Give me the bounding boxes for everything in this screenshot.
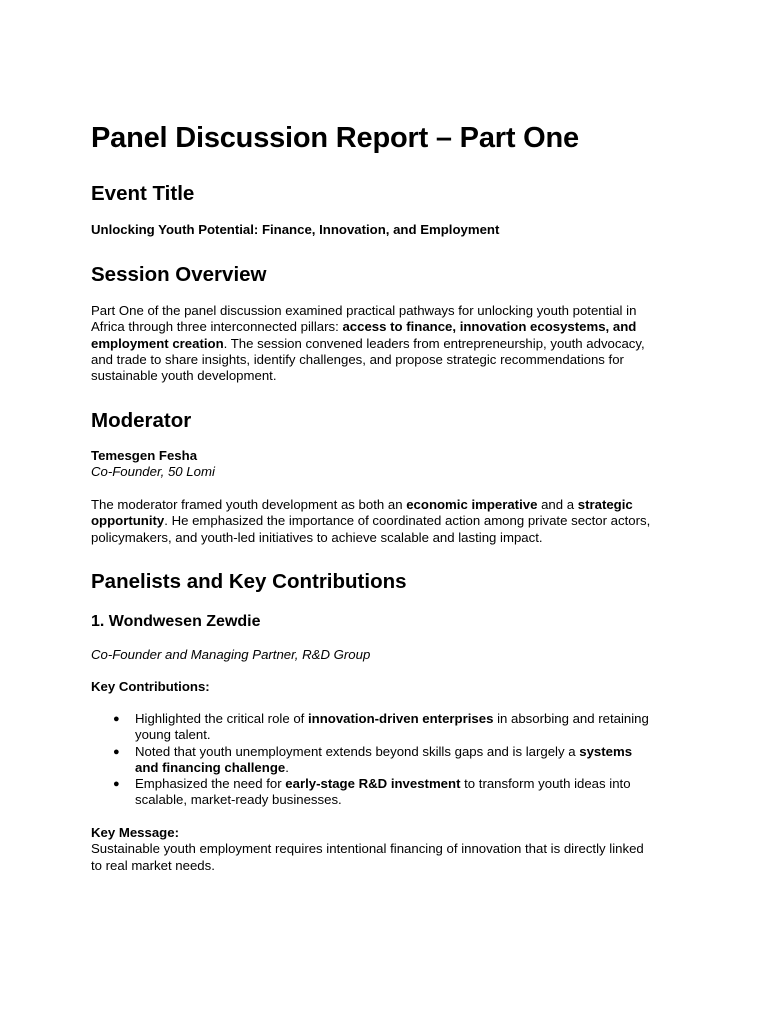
session-overview-text (91, 303, 681, 384)
overview-text: . The session convened leaders from entrepreneurship, youth advocacy, (223, 335, 645, 351)
key-message-line: Sustainable youth employment requires intentional financing of innovation that is directly linked (91, 841, 644, 857)
moderator-line (91, 497, 681, 513)
moderator-bold: opportunity (91, 513, 165, 529)
moderator-info (91, 448, 681, 481)
contributions-list (91, 711, 681, 809)
bullet-icon: ● (113, 745, 120, 758)
bullet-line (135, 776, 681, 792)
list-item (91, 776, 681, 809)
key-message (91, 825, 681, 874)
moderator-text (91, 497, 681, 546)
list-item (91, 711, 681, 744)
bullet-icon: ● (113, 778, 120, 791)
moderator-text-run: The moderator framed youth development as both an (91, 497, 407, 512)
bullet-text: Noted that youth unemployment extends beyond skills gaps and is largely a (135, 743, 580, 759)
moderator-text-run: . He emphasized the importance of coordinated action among private sector actors, (164, 513, 651, 529)
bullet-line (135, 744, 681, 760)
moderator-text-run: and a (537, 497, 578, 512)
document-title: Panel Discussion Report – Part One (91, 122, 579, 154)
bullet-text: Emphasized the need for (135, 776, 286, 792)
overview-line: Part One of the panel discussion examined practical pathways for unlocking youth potential in (91, 303, 637, 318)
moderator-heading: Moderator (91, 409, 192, 432)
event-title-heading: Event Title (91, 182, 195, 205)
bullet-bold: and financing challenge (135, 759, 286, 775)
key-message-line: to real market needs. (91, 857, 215, 873)
overview-bold: access to finance, innovation ecosystems, and (342, 319, 637, 335)
overview-bold: employment creation (91, 335, 224, 351)
key-contributions-label: Key Contributions: (91, 679, 210, 694)
moderator-bold: strategic (577, 497, 633, 512)
overview-line: and trade to share insights, identify challenges, and propose strategic recommendations for (91, 351, 624, 367)
session-overview-heading: Session Overview (91, 263, 267, 286)
bullet-line (135, 711, 681, 727)
panelist-heading: 1. Wondwesen Zewdie (91, 613, 261, 630)
event-name: Unlocking Youth Potential: Finance, Innovation, and Employment (91, 222, 500, 237)
key-message-label: Key Message: (91, 825, 179, 840)
bullet-icon: ● (113, 713, 120, 725)
moderator-line: policymakers, and youth-led initiatives to achieve scalable and lasting impact. (91, 529, 543, 545)
moderator-role: Co-Founder, 50 Lomi (91, 464, 215, 480)
panelists-heading: Panelists and Key Contributions (91, 570, 407, 593)
bullet-bold: systems (579, 743, 633, 759)
overview-line (91, 319, 681, 335)
bullet-text: Highlighted the critical role of (135, 711, 308, 726)
bullet-text: in absorbing and retaining (493, 711, 649, 726)
moderator-bold: economic imperative (406, 497, 538, 512)
overview-text: Africa through three interconnected pillars: (91, 319, 343, 335)
overview-line: sustainable youth development. (91, 368, 277, 384)
list-item (91, 744, 681, 777)
bullet-line: young talent. (135, 727, 211, 743)
overview-line (91, 336, 681, 352)
bullet-text: . (285, 759, 289, 775)
bullet-line: scalable, market-ready businesses. (135, 792, 342, 808)
bullet-bold: innovation-driven enterprises (308, 711, 494, 726)
bullet-bold: early-stage R&D investment (285, 776, 461, 792)
moderator-name: Temesgen Fesha (91, 448, 198, 463)
panelist-role: Co-Founder and Managing Partner, R&D Group (91, 647, 371, 662)
bullet-text: to transform youth ideas into (460, 776, 631, 792)
bullet-line (135, 760, 681, 776)
moderator-line (91, 513, 681, 529)
